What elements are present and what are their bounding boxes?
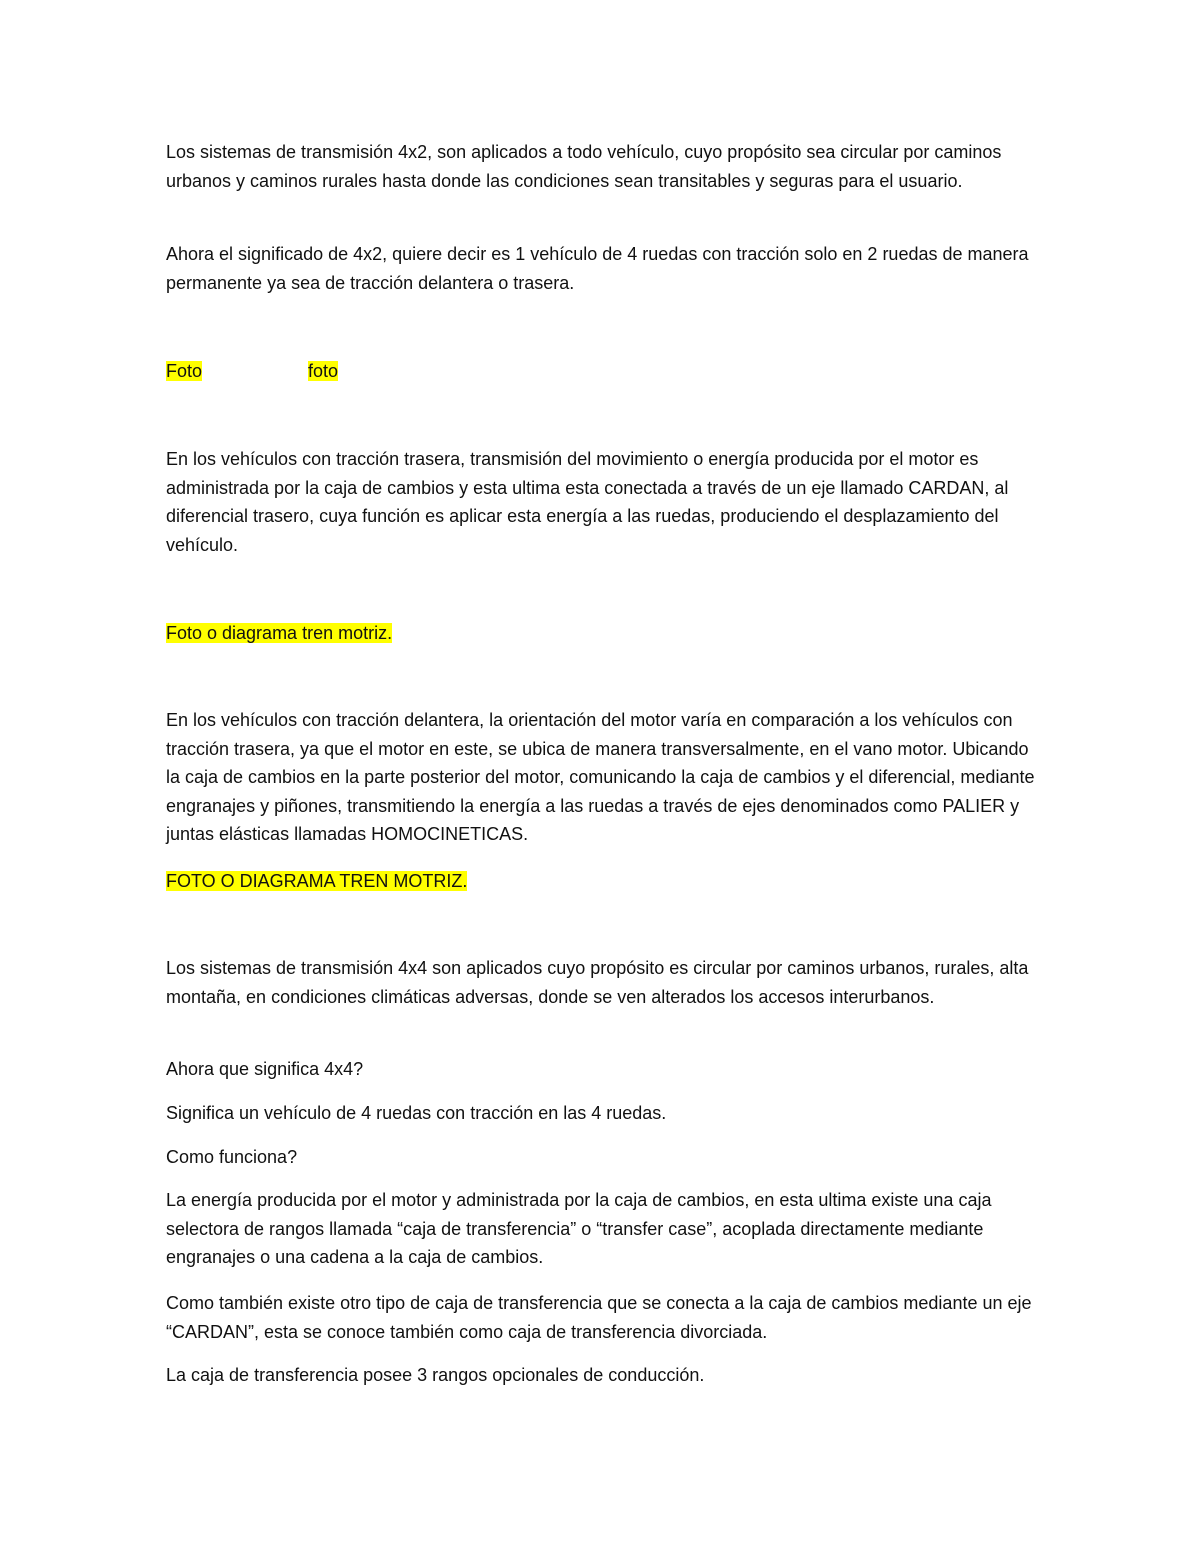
paragraph-4x4-intro: Los sistemas de transmisión 4x4 son aplicados cuyo propósito es circular por caminos urbanos, rurales, alta montaña, en condiciones climáticas adversas, donde se ven alterados los accesos interurbanos.	[166, 958, 1029, 1007]
photo-placeholder-1: Foto	[166, 361, 203, 381]
diagram-placeholder-1: Foto o diagrama tren motriz.	[166, 623, 393, 643]
paragraph-divorced-transfer-case: Como también existe otro tipo de caja de transferencia que se conecta a la caja de cambios mediante un eje “CARDAN”, esta se conoce también como caja de transferencia divorciada.	[166, 1293, 1032, 1342]
paragraph-how-it-works: Como funciona?	[166, 1147, 298, 1167]
paragraph-front-traction: En los vehículos con tracción delantera, la orientación del motor varía en comparación a los vehículos con tracción trasera, ya que el motor en este, se ubica de manera transversalmente, en el vano motor. Ubicando la caja de cambios en la parte posterior del motor, comunicando la caja de cambios y el diferencial, mediante engranajes y piñones, transmitiendo la energía a las ruedas a través de ejes denominados como PALIER y juntas elásticas llamadas HOMOCINETICAS.	[166, 710, 1035, 844]
photo-placeholder-line	[166, 357, 1046, 386]
diagram-placeholder-line-1	[166, 619, 1046, 648]
diagram-placeholder-2: FOTO O DIAGRAMA TREN MOTRIZ.	[166, 871, 468, 891]
paragraph-4x4-question: Ahora que significa 4x4?	[166, 1059, 364, 1079]
paragraph-transfer-case: La energía producida por el motor y administrada por la caja de cambios, en esta ultima existe una caja selectora de rangos llamada “caja de transferencia” o “transfer case”, acoplada directamente mediante engranajes o una cadena a la caja de cambios.	[166, 1190, 992, 1267]
paragraph-transfer-ranges: La caja de transferencia posee 3 rangos opcionales de conducción.	[166, 1365, 705, 1385]
paragraph-4x2-meaning: Ahora el significado de 4x2, quiere decir es 1 vehículo de 4 ruedas con tracción solo en 2 ruedas de manera permanente ya sea de tracción delantera o trasera.	[166, 244, 1029, 293]
paragraph-4x2-intro: Los sistemas de transmisión 4x2, son aplicados a todo vehículo, cuyo propósito sea circular por caminos urbanos y caminos rurales hasta donde las condiciones sean transitables y seguras para el usuario.	[166, 142, 1002, 191]
photo-placeholder-2: foto	[308, 361, 339, 381]
paragraph-4x4-meaning: Significa un vehículo de 4 ruedas con tracción en las 4 ruedas.	[166, 1103, 667, 1123]
diagram-placeholder-line-2	[166, 867, 1046, 896]
paragraph-rear-traction: En los vehículos con tracción trasera, transmisión del movimiento o energía producida por el motor es administrada por la caja de cambios y esta ultima esta conectada a través de un eje llamado CARDAN, al diferencial trasero, cuya función es aplicar esta energía a las ruedas, produciendo el desplazamiento del vehículo.	[166, 449, 1009, 555]
